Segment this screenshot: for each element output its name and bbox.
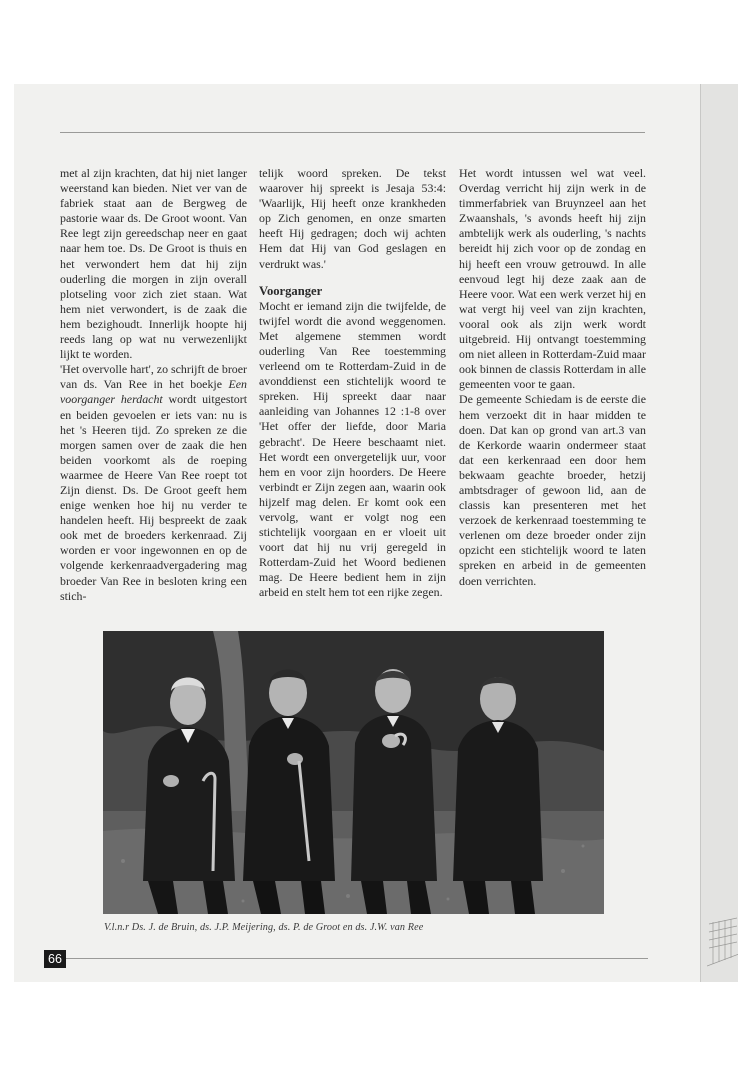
paragraph: Het wordt intussen wel wat veel. Overdag verricht hij zijn werk in de timmerfabriek van Bruynzeel aan het Zwaanshals, 's avonds heeft hij zijn ambtelijk werk als ouderling, 's nachts bereidt hij zich voor op de zondag en hij heeft een vrouw getrouwd. In alle eenvoud legt hij deze zaak aan de Heere voor. Wat een werk verzet hij en wat vergt hij veel van zijn krachten, vooral ook als zijn werk wordt uitgebreid. Hij ontvangt toestemming om niet alleen in Rotterdam-Zuid maar ook binnen de classis Rotterdam in alle gemeenten voor te gaan.: [459, 166, 646, 392]
paragraph-text: 'Het overvolle hart', zo schrijft de broer van ds. Van Ree in het boekje: [60, 362, 247, 392]
text-column-2: [259, 166, 446, 601]
header-rule: [60, 132, 645, 133]
section-heading: Voorganger: [259, 283, 323, 298]
paragraph: [60, 362, 247, 604]
group-photo: [103, 631, 604, 914]
paragraph: De gemeente Schiedam is de eerste die hem verzoekt dit in haar midden te doen. Dat kan op grond van art.3 van de Kerkorde waarin ondermeer staat dat een kerkenraad een door hem bekwaam geachte broeder, hetzij ambtsdrager of gewoon lid, aan de classis kan presenteren met het verzoek de kerkenraad toestemming te verlenen om deze broeder onder zijn opzicht een stichtelijk woord te laten spreken en arbeid in de gemeenten doen verrichten.: [459, 392, 646, 588]
text-column-3: [459, 166, 646, 589]
book-title: Een voorganger herdacht: [60, 377, 247, 407]
text-column-1: [60, 166, 247, 604]
photo-caption: V.l.n.r Ds. J. de Bruin, ds. J.P. Meijering, ds. P. de Groot en ds. J.W. van Ree: [104, 922, 424, 933]
paragraph: Mocht er iemand zijn die twijfelde, de twijfel wordt die avond weggenomen. Met algemene stemmen wordt ouderling Van Ree toestemming verleend om te Rotterdam-Zuid in de avonddienst een stichtelijk woord te spreken. Hij spreekt daar naar aanleiding van Johannes 12 :1-8 over 'Het offer der liefde, door Maria gebracht'. De Heere beschaamt niet. Het wordt een onvergetelijk uur, voor hem en voor zijn hoorders. De Heere verbindt er Zijn zegen aan, waarin ook hijzelf mag delen. Er komt ook een vervolg, want er volgt nog een stichtelijk voorgaan en er vloeit uit voort dat hij nu vrij geregeld in Rotterdam-Zuid het Woord bedienen mag. De Heere bedient hem in zijn arbeid en stelt hem tot een rijke zegen.: [259, 298, 446, 600]
paragraph: met al zijn krachten, dat hij niet langer weerstand kan bieden. Niet ver van de fabriek staat aan de Bergweg de pastorie waar ds. De Groot woont. Van Ree legt zijn gereedschap neer en gaat naar hem toe. Ds. De Groot is thuis en het verwondert hem dat hij zijn ouderling die morgen in zijn overall plotseling voor zich ziet staan. Wat hem niet verwondert, is de zaak die hem bezighoudt. Innerlijk hoopte hij reeds lang op wat nu verwezenlijkt lijkt te worden.: [60, 166, 247, 362]
facing-page-edge: [700, 84, 738, 982]
footer-rule: [66, 958, 648, 959]
photo-illustration: [103, 631, 604, 914]
page-number: 66: [44, 950, 66, 968]
paragraph: telijk woord spreken. De tekst waarover hij spreekt is Jesaja 53:4: 'Waarlijk, Hij heeft onze krankheden op Zich genomen, en onze smarten heeft Hij gedragen; doch wij achten Hem dat Hij van God geslagen en verdrukt was.': [259, 166, 446, 271]
facing-page-sketch: [707, 884, 738, 974]
paragraph-text: wordt uitgestort en beiden gevoelen er iets van: nu is het 's Heeren tijd. Zo spreken ze die morgen samen over de zaak die hen beiden voorkomt als de roeping waarmee de Heere Van Ree roept tot Zijn dienst. Ds. De Groot geeft hem enige wenken hoe hij nu verder te handelen heeft. Hij bespreekt de zaak ook met de broeders kerkenraad. Zij worden er voor ingewonnen en op de volgende kerkenraadvergadering mag broeder Van Ree in besloten kring een stich-: [60, 392, 248, 603]
